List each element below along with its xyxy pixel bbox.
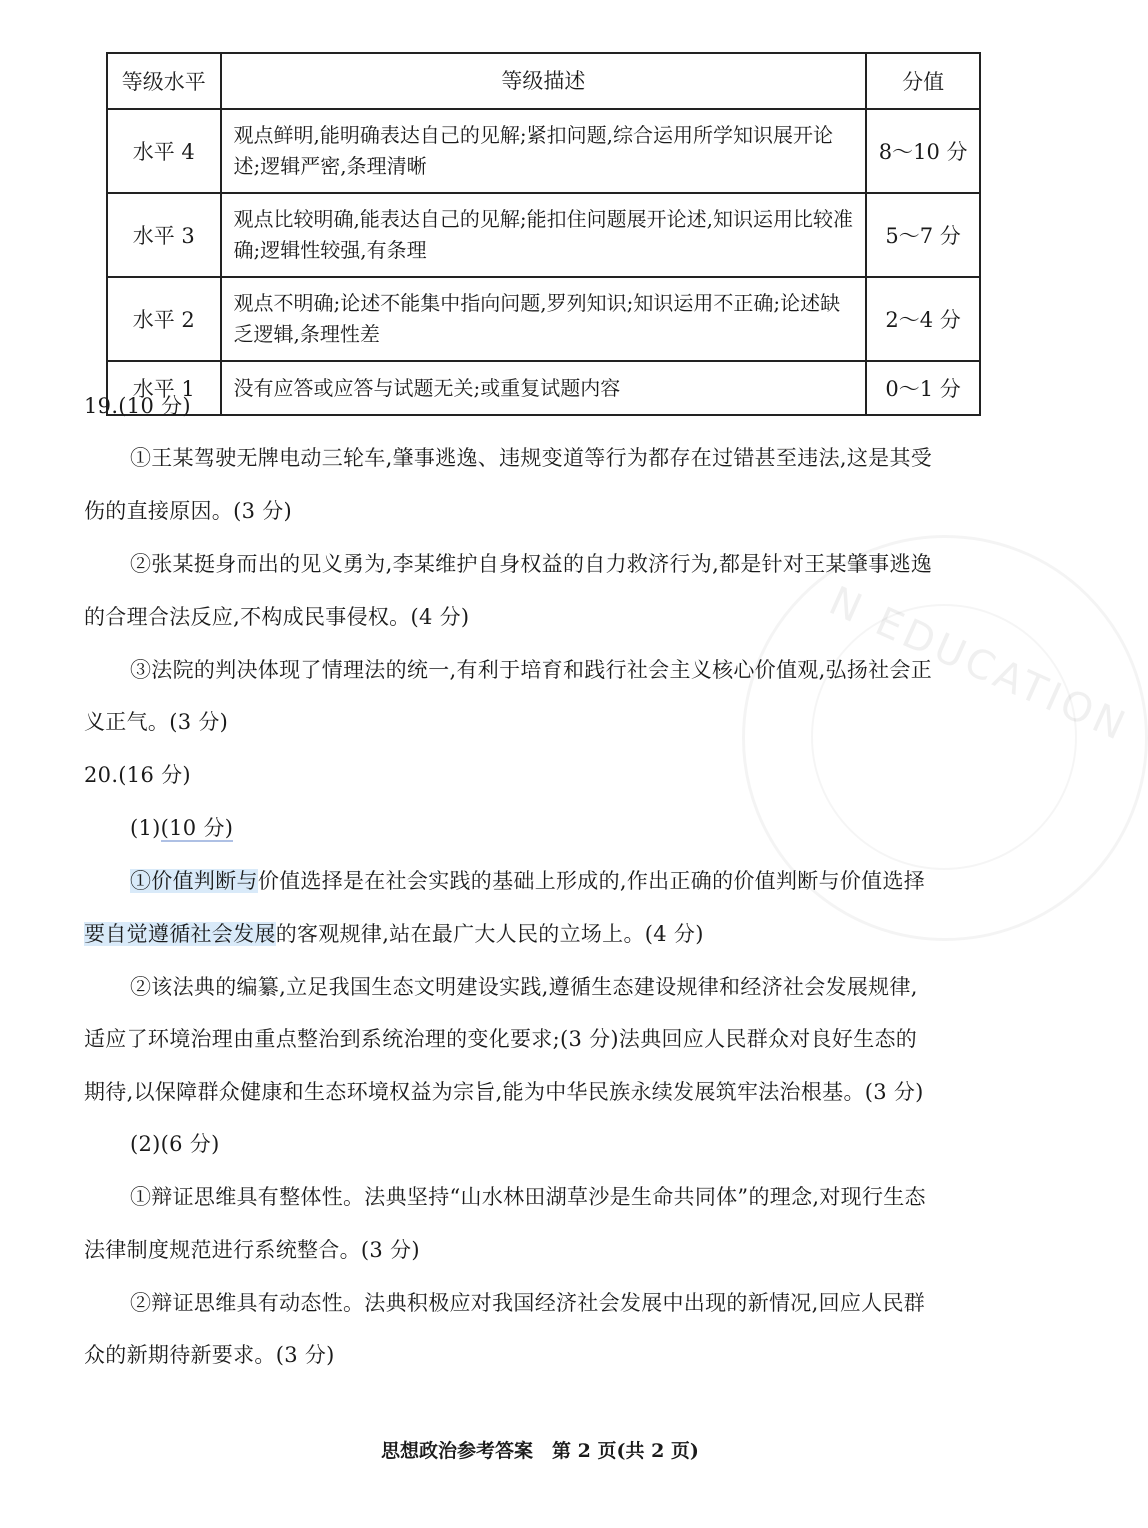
q20-point4-line1: ②辩证思维具有动态性。法典积极应对我国经济社会发展中出现的新情况,回应人民群 <box>130 1291 926 1315</box>
page-footer: 思想政治参考答案 第 2 页(共 2 页) <box>381 1440 699 1462</box>
q19-point1-line1: ①王某驾驶无牌电动三轮车,肇事逃逸、违规变道等行为都存在过错甚至违法,这是其受 <box>130 446 933 470</box>
score-cell: 0～1 分 <box>866 361 980 415</box>
highlighted-text: 要自觉遵循社会发展 <box>84 922 276 946</box>
q19-point1-line2: 伤的直接原因。(3 分) <box>84 499 293 523</box>
highlighted-text: ①价值判断与 <box>130 869 258 893</box>
q20-heading: 20.(16 分) <box>84 763 191 787</box>
header-description: 等级描述 <box>221 53 867 109</box>
q20-sub1-points: (10 分) <box>160 816 234 840</box>
q20-point2-line3: 期待,以保障群众健康和生态环境权益为宗旨,能为中华民族永续发展筑牢法治根基。(3 分) <box>84 1080 924 1104</box>
level-cell: 水平 4 <box>107 109 221 193</box>
table-row <box>107 361 980 415</box>
watermark-text: N EDUCATION <box>822 578 1135 751</box>
table-row <box>107 109 980 193</box>
description-cell: 观点比较明确,能表达自己的见解;能扣住问题展开论述,知识运用比较准确;逻辑性较强,有条理 <box>221 193 867 277</box>
table-row <box>107 193 980 277</box>
q19-point3-line2: 义正气。(3 分) <box>84 710 229 734</box>
q20-point3-line2: 法律制度规范进行系统整合。(3 分) <box>84 1238 420 1262</box>
score-cell: 2～4 分 <box>866 277 980 361</box>
q19-heading: 19.(10 分) <box>84 394 191 418</box>
table-header-row <box>107 53 980 109</box>
header-score: 分值 <box>866 53 980 109</box>
q20-sub1-number: (1) <box>130 816 161 840</box>
q20-point1-line1 <box>130 865 925 895</box>
q20-point2-line2: 适应了环境治理由重点整治到系统治理的变化要求;(3 分)法典回应人民群众对良好生态的 <box>84 1027 918 1051</box>
description-cell: 观点不明确;论述不能集中指向问题,罗列知识;知识运用不正确;论述缺乏逻辑,条理性差 <box>221 277 867 361</box>
level-cell: 水平 1 <box>107 361 221 415</box>
score-cell: 8～10 分 <box>866 109 980 193</box>
q20-point1-line1-rest: 价值选择是在社会实践的基础上形成的,作出正确的价值判断与价值选择 <box>257 869 926 893</box>
q19-point2-line2: 的合理合法反应,不构成民事侵权。(4 分) <box>84 605 470 629</box>
q19-point3-line1: ③法院的判决体现了情理法的统一,有利于培育和践行社会主义核心价值观,弘扬社会正 <box>130 658 933 682</box>
score-cell: 5～7 分 <box>866 193 980 277</box>
level-cell: 水平 3 <box>107 193 221 277</box>
description-cell: 没有应答或应答与试题无关;或重复试题内容 <box>221 361 867 415</box>
q20-sub1-heading <box>130 812 233 842</box>
q20-point2-line1: ②该法典的编纂,立足我国生态文明建设实践,遵循生态建设规律和经济社会发展规律, <box>130 975 918 999</box>
q20-sub2-heading: (2)(6 分) <box>130 1132 220 1156</box>
table-row <box>107 277 980 361</box>
level-cell: 水平 2 <box>107 277 221 361</box>
description-cell: 观点鲜明,能明确表达自己的见解;紧扣问题,综合运用所学知识展开论述;逻辑严密,条理清晰 <box>221 109 867 193</box>
q20-point1-line2-rest: 的客观规律,站在最广大人民的立场上。(4 分) <box>275 922 704 946</box>
q20-point3-line1: ①辩证思维具有整体性。法典坚持“山水林田湖草沙是生命共同体”的理念,对现行生态 <box>130 1185 926 1209</box>
grading-rubric-table <box>106 52 981 416</box>
q19-point2-line1: ②张某挺身而出的见义勇为,李某维护自身权益的自力救济行为,都是针对王某肇事逃逸 <box>130 552 933 576</box>
header-level: 等级水平 <box>107 53 221 109</box>
q20-point4-line2: 众的新期待新要求。(3 分) <box>84 1343 335 1367</box>
q20-point1-line2 <box>84 918 704 948</box>
watermark-inner-ring <box>811 604 1077 870</box>
